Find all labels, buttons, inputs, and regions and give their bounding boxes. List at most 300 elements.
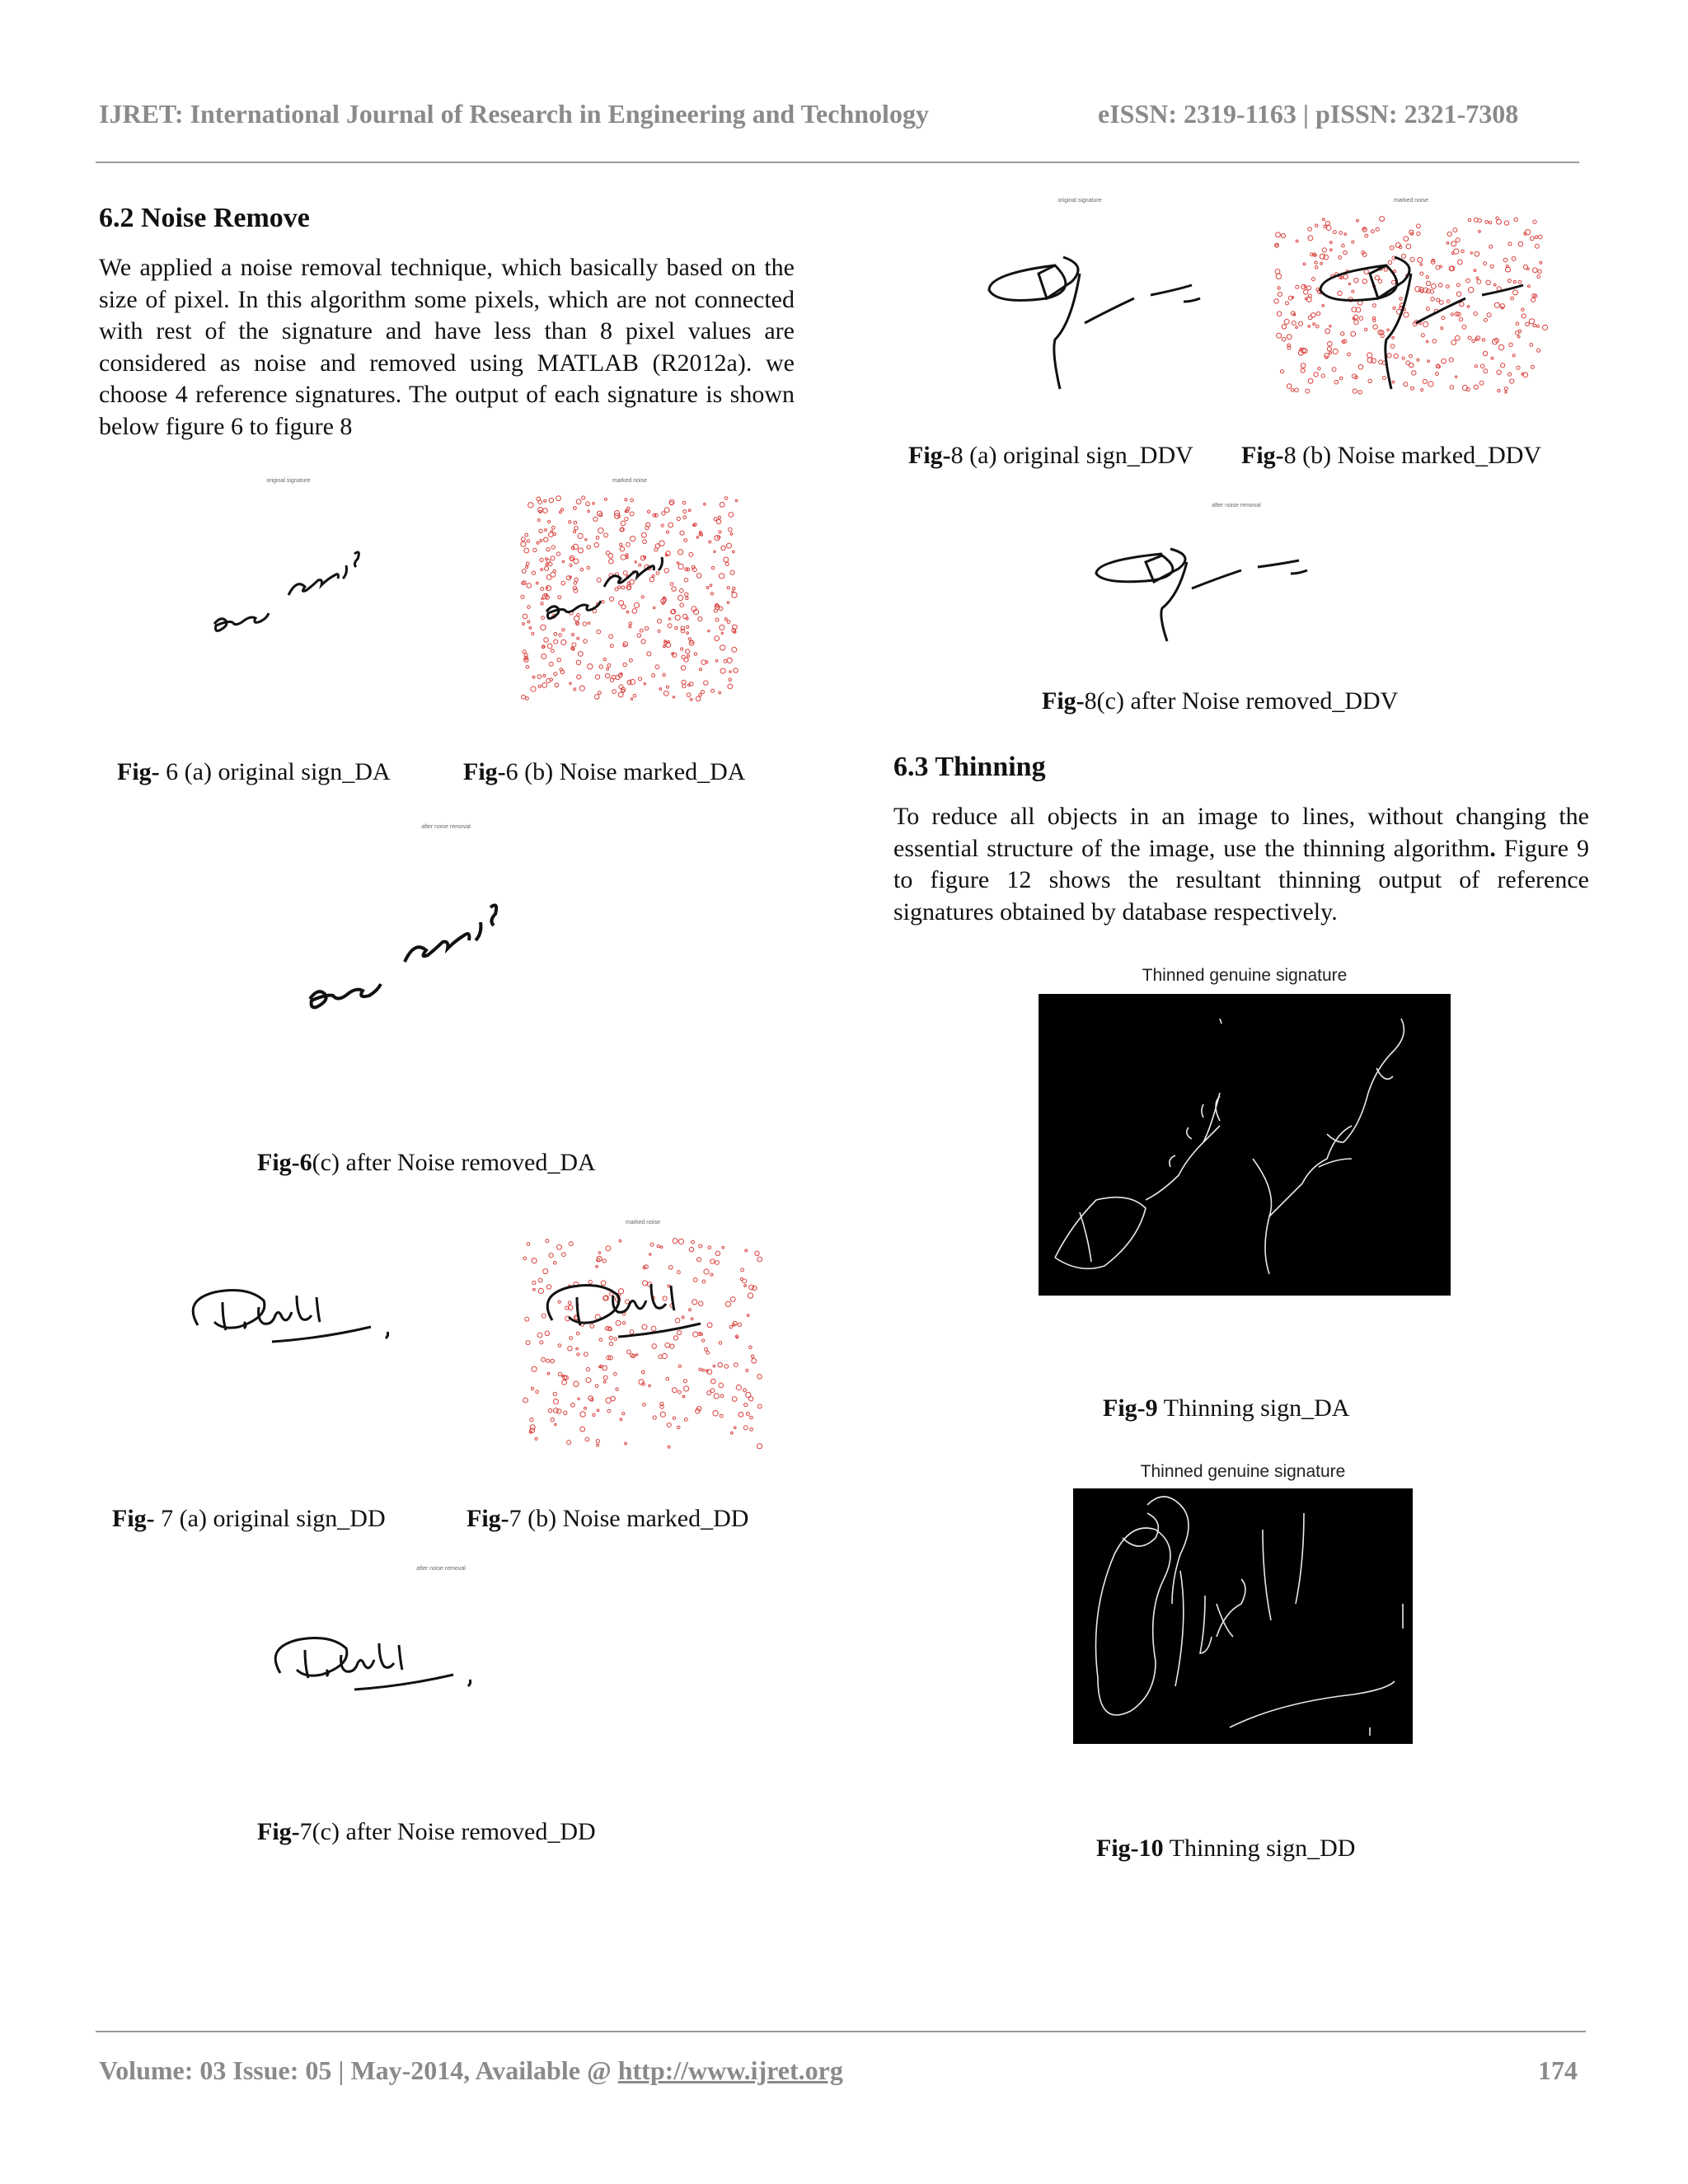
noise-marker	[1526, 322, 1530, 326]
noise-marker	[715, 636, 720, 641]
noise-marker	[631, 499, 634, 502]
noise-marker	[720, 502, 724, 507]
noise-marker	[1354, 320, 1358, 324]
noise-marker	[523, 1257, 527, 1260]
noise-marker	[574, 531, 576, 533]
noise-marker	[1426, 340, 1428, 343]
noise-marker	[682, 680, 686, 684]
noise-marker	[1455, 335, 1460, 340]
noise-marker	[556, 552, 560, 555]
noise-marker	[661, 524, 663, 527]
noise-marker	[537, 1333, 542, 1338]
noise-marker	[753, 1286, 757, 1290]
noise-marker	[552, 526, 556, 529]
noise-marker	[729, 678, 731, 681]
noise-marker	[684, 1386, 689, 1391]
noise-marker	[1489, 222, 1491, 224]
noise-marker	[526, 562, 529, 565]
noise-marker	[1322, 248, 1326, 252]
noise-marker	[1496, 217, 1499, 220]
noise-marker	[744, 1403, 748, 1406]
noise-marker	[559, 634, 562, 637]
noise-marker	[1451, 241, 1456, 246]
noise-marker	[662, 512, 665, 515]
noise-marker	[608, 554, 613, 559]
noise-marker	[688, 509, 691, 512]
noise-marker	[584, 1407, 587, 1409]
noise-marker	[696, 1258, 701, 1262]
noise-marker	[618, 586, 621, 588]
noise-marker	[1523, 265, 1527, 269]
noise-marker	[681, 666, 685, 670]
noise-marker	[1510, 379, 1514, 383]
noise-marker	[597, 1409, 599, 1412]
noise-marker	[1498, 344, 1503, 349]
noise-marker	[572, 648, 574, 650]
noise-marker	[604, 498, 607, 500]
noise-marker	[1343, 274, 1348, 279]
noise-marker	[538, 1288, 543, 1293]
noise-marker	[736, 1385, 741, 1390]
noise-marker	[678, 1365, 681, 1367]
noise-marker	[1468, 218, 1471, 222]
noise-marker	[1390, 344, 1395, 349]
noise-marker	[572, 643, 576, 647]
noise-marker	[576, 660, 580, 664]
noise-marker	[1535, 244, 1539, 248]
noise-marker	[643, 1281, 648, 1286]
noise-marker	[725, 562, 729, 565]
noise-marker	[587, 566, 590, 569]
noise-marker	[678, 564, 683, 569]
noise-marker	[707, 1391, 711, 1395]
noise-marker	[658, 630, 660, 632]
noise-marker	[710, 584, 712, 587]
fig8a-caption: Fig-8 (a) original sign_DDV	[908, 442, 1193, 469]
noise-marker	[647, 510, 649, 513]
noise-marker	[537, 519, 540, 522]
noise-marker	[1515, 331, 1519, 335]
noise-marker	[1308, 378, 1313, 383]
noise-marker	[597, 630, 601, 634]
noise-marker	[701, 1339, 704, 1342]
noise-marker	[1497, 370, 1501, 374]
noise-marker	[545, 529, 547, 532]
noise-marker	[542, 598, 544, 600]
noise-marker	[1476, 277, 1479, 279]
footer-volume: Volume: 03 Issue: 05 | May-2014, Available @ http://www.ijret.org	[99, 2055, 843, 2085]
noise-marker	[629, 658, 632, 662]
noise-marker	[702, 1280, 706, 1283]
noise-marker	[696, 574, 701, 579]
noise-marker	[1475, 251, 1479, 256]
noise-marker	[622, 1413, 625, 1415]
noise-marker	[603, 658, 606, 660]
noise-marker	[627, 1350, 631, 1354]
noise-marker	[1404, 312, 1409, 317]
noise-marker	[1367, 353, 1372, 358]
noise-marker	[1500, 304, 1505, 309]
noise-marker	[598, 691, 602, 695]
noise-marker	[555, 1423, 556, 1425]
noise-marker	[1458, 260, 1463, 265]
noise-marker	[526, 666, 529, 669]
noise-marker	[541, 625, 546, 630]
noise-marker	[554, 640, 558, 644]
noise-marker	[1324, 225, 1326, 227]
noise-marker	[1354, 279, 1358, 283]
noise-marker	[747, 1315, 749, 1317]
noise-marker	[1503, 258, 1507, 262]
noise-marker	[525, 533, 528, 537]
noise-marker	[639, 677, 642, 681]
noise-marker	[594, 695, 599, 700]
noise-marker	[609, 635, 613, 639]
noise-marker	[521, 537, 525, 541]
noise-marker	[562, 1253, 566, 1257]
noise-marker	[574, 688, 576, 691]
noise-marker	[1522, 308, 1524, 311]
noise-marker	[539, 510, 542, 513]
noise-marker	[547, 644, 552, 649]
noise-marker	[626, 542, 630, 546]
noise-marker	[549, 662, 553, 666]
noise-marker	[738, 1323, 741, 1326]
noise-marker	[680, 531, 684, 535]
noise-marker	[1474, 385, 1478, 389]
noise-marker	[673, 1388, 678, 1393]
noise-marker	[549, 498, 553, 502]
noise-marker	[593, 517, 598, 521]
noise-marker	[1417, 232, 1420, 235]
noise-marker	[1339, 377, 1343, 380]
noise-marker	[1286, 302, 1289, 305]
fig8b-caption: Fig-8 (b) Noise marked_DDV	[1241, 442, 1542, 469]
noise-marker	[551, 1418, 554, 1422]
noise-marker	[653, 607, 655, 609]
noise-marker	[603, 1259, 606, 1263]
noise-marker	[630, 1330, 634, 1334]
noise-marker	[596, 537, 599, 540]
noise-marker	[749, 1346, 753, 1349]
fig6b-caption: Fig-6 (b) Noise marked_DA	[463, 758, 746, 785]
noise-marker	[1372, 359, 1376, 363]
noise-marker	[654, 513, 658, 517]
noise-marker	[743, 1426, 748, 1430]
noise-marker	[546, 586, 551, 591]
noise-marker	[1321, 374, 1325, 377]
noise-marker	[641, 532, 646, 537]
noise-marker	[660, 1246, 663, 1249]
noise-marker	[656, 572, 659, 575]
noise-marker	[603, 1366, 607, 1371]
fig8c-image	[1063, 503, 1409, 651]
noise-marker	[1449, 358, 1453, 362]
noise-marker	[641, 640, 645, 644]
noise-marker	[619, 685, 623, 689]
noise-marker	[576, 1332, 579, 1335]
noise-marker	[1318, 368, 1320, 370]
noise-marker	[1426, 281, 1430, 285]
noise-marker	[1320, 262, 1323, 265]
noise-marker	[678, 595, 682, 600]
noise-marker	[1342, 244, 1345, 247]
noise-marker	[527, 583, 532, 588]
noise-marker	[1343, 251, 1348, 255]
noise-marker	[618, 1289, 623, 1294]
noise-marker	[1501, 363, 1505, 368]
noise-marker	[1436, 265, 1440, 269]
noise-marker	[634, 602, 639, 607]
noise-marker	[643, 540, 647, 544]
noise-marker	[546, 1285, 551, 1289]
noise-marker	[1411, 387, 1414, 390]
fig7b-caption: Fig-7 (b) Noise marked_DD	[467, 1505, 749, 1532]
noise-marker	[707, 1323, 712, 1328]
noise-marker	[543, 674, 546, 677]
noise-marker	[720, 668, 725, 673]
noise-marker	[544, 499, 546, 502]
noise-marker	[1325, 221, 1329, 225]
noise-marker	[570, 1337, 573, 1340]
noise-marker	[1324, 255, 1329, 260]
noise-marker	[578, 1398, 579, 1399]
noise-marker	[613, 1372, 617, 1376]
noise-marker	[576, 1347, 579, 1350]
noise-marker	[1470, 252, 1472, 254]
noise-marker	[1313, 323, 1315, 326]
noise-marker	[719, 1383, 724, 1388]
noise-marker	[673, 1336, 678, 1340]
noise-marker	[668, 624, 672, 628]
fig7b-image	[519, 1220, 767, 1451]
noise-marker	[609, 1342, 612, 1345]
noise-marker	[546, 679, 551, 683]
noise-marker	[1484, 262, 1487, 265]
noise-marker	[718, 1362, 723, 1367]
noise-marker	[523, 623, 525, 626]
noise-marker	[1530, 237, 1534, 241]
noise-marker	[609, 559, 614, 564]
noise-marker	[528, 503, 533, 508]
noise-marker	[729, 671, 731, 673]
noise-marker	[562, 629, 565, 631]
signature-dd-noise-marked	[519, 1226, 767, 1456]
noise-marker	[1368, 379, 1372, 382]
noise-marker	[664, 508, 669, 513]
noise-marker	[691, 1318, 693, 1320]
noise-marker	[641, 596, 644, 598]
noise-marker	[523, 1398, 528, 1403]
noise-marker	[666, 531, 668, 533]
noise-marker	[538, 685, 541, 687]
noise-marker	[532, 571, 535, 574]
fig6c-caption: Fig-6(c) after Noise removed_DA	[257, 1149, 596, 1176]
noise-marker	[694, 653, 696, 655]
noise-marker	[551, 649, 554, 653]
noise-marker	[743, 1389, 747, 1392]
noise-marker	[732, 593, 737, 598]
noise-marker	[1334, 380, 1339, 384]
noise-marker	[1451, 313, 1453, 316]
journal-link[interactable]: http://www.ijret.org	[617, 2055, 843, 2085]
noise-marker	[553, 1399, 558, 1404]
noise-marker	[1353, 389, 1357, 393]
noise-marker	[526, 697, 529, 701]
noise-marker	[523, 650, 526, 654]
noise-marker	[687, 632, 689, 635]
noise-marker	[657, 1245, 659, 1248]
noise-marker	[540, 540, 542, 542]
noise-marker	[1474, 269, 1476, 272]
noise-marker	[717, 519, 721, 523]
noise-marker	[698, 617, 702, 621]
noise-marker	[1518, 241, 1523, 246]
noise-marker	[678, 1271, 681, 1274]
noise-marker	[1380, 217, 1385, 222]
noise-marker	[1423, 379, 1427, 383]
noise-marker	[621, 521, 626, 526]
noise-marker	[662, 602, 664, 604]
noise-marker	[652, 575, 654, 578]
noise-marker	[562, 560, 565, 563]
noise-marker	[551, 1359, 555, 1363]
thinned-signature-dd	[1073, 1488, 1413, 1744]
noise-marker	[621, 555, 626, 560]
fig6c-image	[244, 824, 648, 1088]
noise-marker	[663, 1296, 667, 1301]
noise-marker	[623, 571, 627, 575]
noise-marker	[1303, 263, 1306, 265]
noise-marker	[1295, 388, 1299, 392]
noise-marker	[660, 1412, 665, 1417]
noise-marker	[1485, 221, 1489, 224]
noise-marker	[670, 583, 673, 586]
noise-marker	[715, 618, 719, 621]
noise-marker	[620, 543, 622, 546]
noise-marker	[1301, 368, 1305, 373]
noise-marker	[1364, 269, 1368, 274]
noise-marker	[689, 1309, 692, 1311]
noise-marker	[687, 626, 689, 628]
noise-marker	[722, 1246, 724, 1249]
noise-marker	[675, 626, 678, 629]
noise-marker	[692, 1240, 695, 1244]
noise-marker	[1511, 297, 1514, 300]
noise-marker	[637, 634, 641, 638]
noise-marker	[532, 632, 534, 635]
noise-marker	[642, 1324, 647, 1329]
noise-marker	[711, 566, 714, 569]
noise-marker	[639, 564, 641, 566]
noise-marker	[527, 540, 529, 542]
noise-marker	[663, 645, 665, 648]
noise-marker	[577, 1353, 579, 1356]
noise-marker	[699, 1301, 703, 1305]
noise-marker	[533, 548, 537, 551]
noise-marker	[1462, 325, 1466, 329]
noise-marker	[578, 533, 583, 538]
noise-marker	[1487, 313, 1491, 317]
noise-marker	[532, 1366, 537, 1371]
noise-marker	[652, 1344, 657, 1349]
noise-marker	[596, 1266, 598, 1268]
noise-marker	[1282, 337, 1286, 341]
section-heading-noise-remove: 6.2 Noise Remove	[99, 203, 310, 233]
noise-marker	[580, 568, 584, 571]
noise-marker	[1522, 314, 1526, 318]
noise-marker	[522, 569, 526, 574]
noise-marker	[588, 510, 590, 513]
noise-marker	[1384, 268, 1387, 271]
noise-marker	[577, 675, 581, 679]
noise-marker	[573, 586, 576, 589]
noise-marker	[1417, 359, 1419, 361]
noise-marker	[542, 683, 547, 688]
noise-marker	[577, 637, 579, 640]
noise-marker	[719, 1342, 722, 1345]
noise-marker	[736, 1337, 738, 1338]
noise-marker	[1307, 286, 1311, 290]
noise-marker	[683, 516, 687, 519]
noise-marker	[693, 1278, 697, 1282]
noise-marker	[683, 614, 687, 618]
noise-marker	[1486, 280, 1490, 284]
noise-marker	[584, 640, 588, 644]
noise-marker	[701, 691, 705, 694]
noise-marker	[1483, 351, 1487, 355]
noise-marker	[1459, 317, 1462, 321]
noise-marker	[715, 660, 718, 663]
noise-marker	[1504, 221, 1508, 225]
noise-marker	[579, 548, 584, 553]
noise-marker	[578, 652, 583, 657]
fig8b-image	[1271, 198, 1551, 396]
noise-marker	[1423, 322, 1428, 327]
fig7b-plot-title: marked noise	[625, 1220, 661, 1226]
noise-marker	[595, 675, 599, 679]
noise-marker	[1409, 363, 1414, 367]
noise-marker	[1467, 306, 1470, 308]
noise-marker	[535, 1437, 537, 1440]
noise-marker	[708, 1246, 711, 1249]
noise-marker	[724, 557, 729, 562]
noise-marker	[627, 680, 631, 684]
noise-marker	[1493, 284, 1496, 286]
noise-marker	[554, 632, 557, 635]
noise-marker	[527, 1243, 530, 1246]
section-heading-thinning: 6.3 Thinning	[893, 752, 1046, 782]
noise-marker	[1472, 340, 1475, 343]
noise-marker	[1352, 290, 1354, 293]
noise-marker	[1306, 389, 1310, 393]
noise-marker	[1466, 279, 1470, 283]
noise-marker	[1316, 325, 1320, 328]
noise-marker	[1276, 232, 1281, 237]
noise-marker	[1301, 284, 1306, 289]
noise-marker	[711, 689, 715, 692]
noise-marker	[1479, 381, 1484, 385]
noise-marker	[543, 509, 548, 513]
noise-marker	[678, 550, 683, 555]
noise-marker	[549, 1254, 553, 1258]
noise-marker	[738, 1412, 743, 1417]
noise-marker	[684, 539, 687, 542]
noise-marker	[630, 512, 634, 516]
noise-marker	[546, 564, 548, 566]
noise-marker	[1535, 236, 1538, 239]
noise-marker	[1373, 325, 1377, 329]
